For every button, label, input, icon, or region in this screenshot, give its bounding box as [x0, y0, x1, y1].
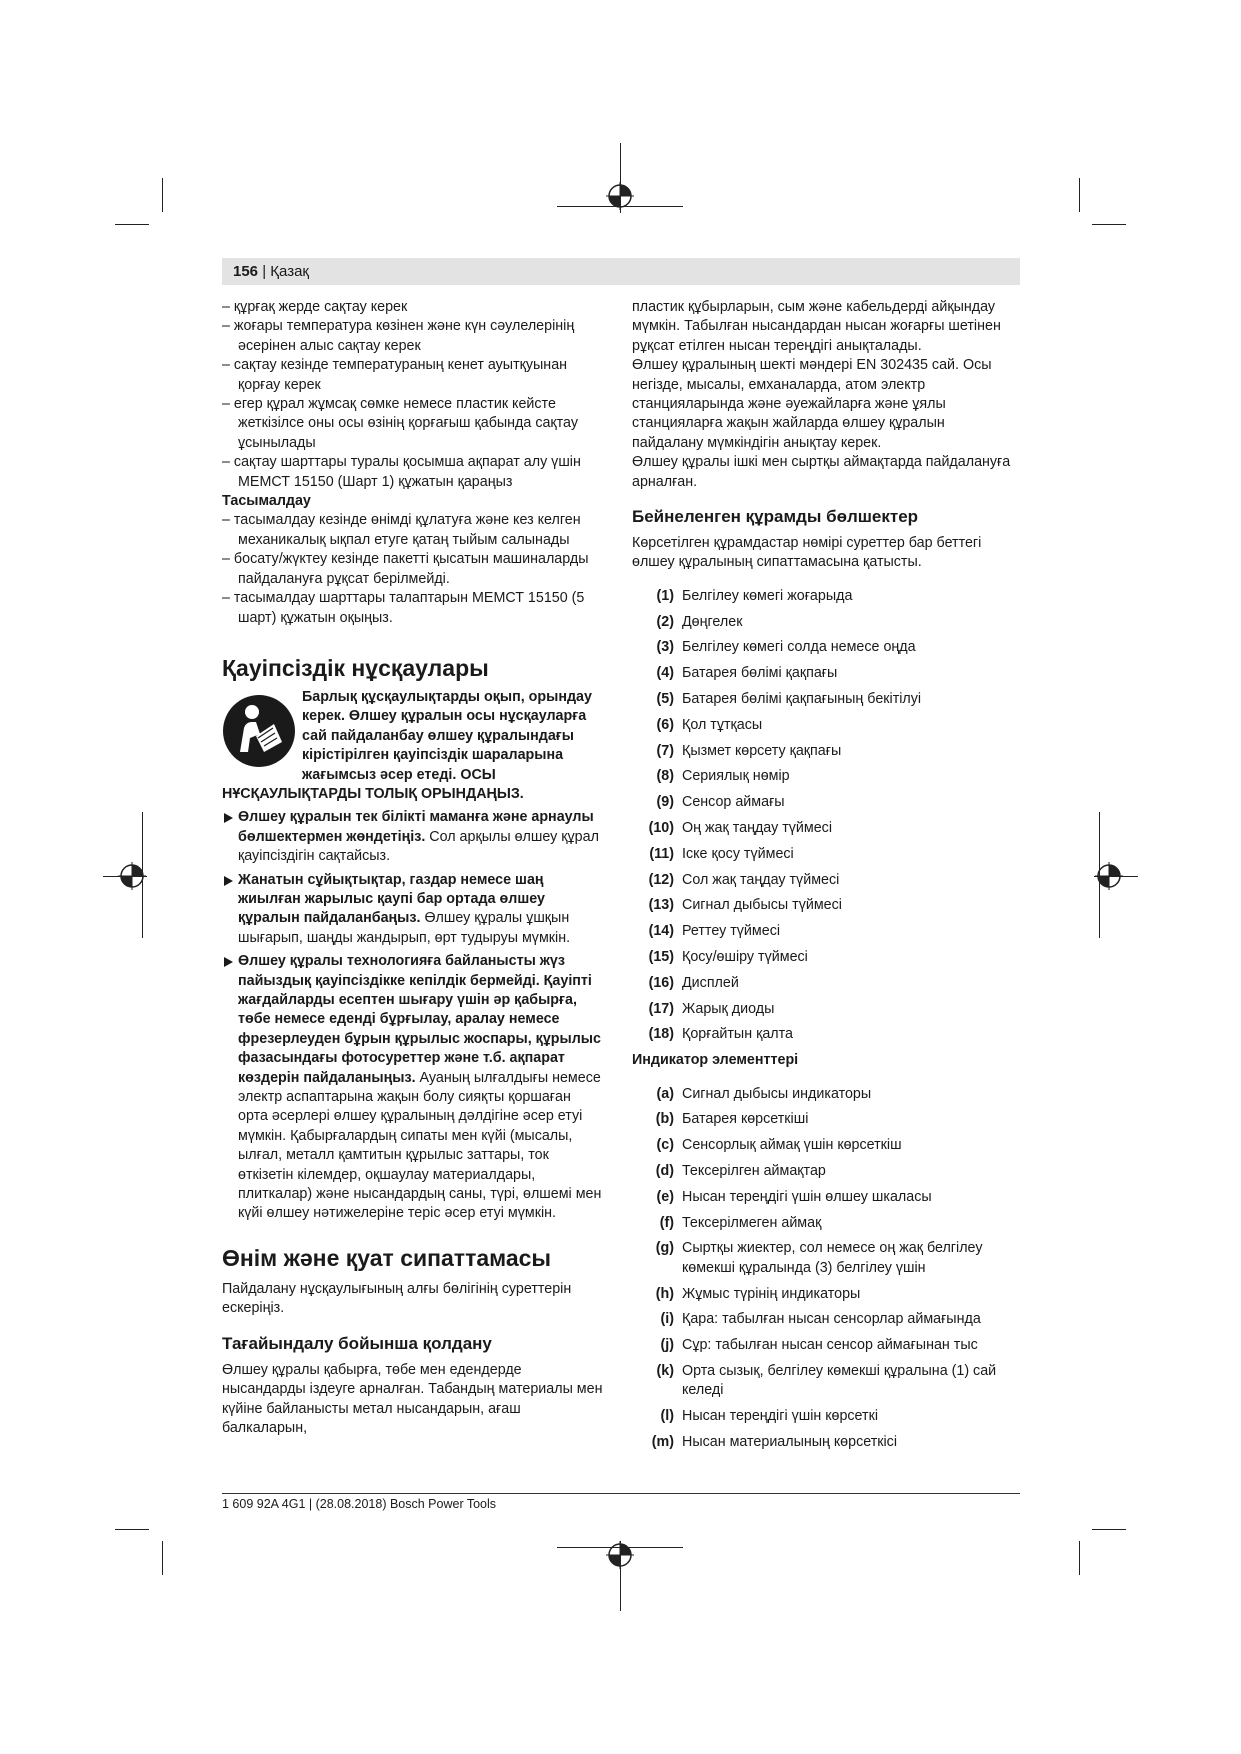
safety-bullet: Өлшеу құралын тек білікті маманға және арнаулы бөлшектермен жөндетіңіз. Сол арқылы өлшеу құрал қауіпсіздігін сақтайсыз.	[222, 808, 604, 866]
crop-mark	[162, 1541, 163, 1575]
components-list	[632, 587, 1018, 1045]
transport-item: – босату/жүктеу кезінде пакетті қысатын машиналарды пайдалануға рұқсат берілмейді.	[222, 551, 589, 587]
safety-warning-text: Барлық құсқаулықтарды оқып, орындау керек. Өлшеу құралын осы нұсқауларға сай пайдаланбау өлшеу құралындағы кірістірілген қауіпсіздік шараларына жағымсыз әсер етеді. ОСЫ НҰСҚАУЛЫҚТАРДЫ ТОЛЫҚ ОРЫНДАҢЫЗ.	[222, 688, 592, 802]
list-item: (9) Сенсор аймағы	[656, 794, 785, 811]
continuation-text: пластик құбырларын, сым және кабельдерді айқындау мүмкін. Табылған нысандардан нысан жоғарғы шетінен рұқсат етілген нысан тереңдігі анықталады.	[632, 299, 1001, 354]
list-item: (a) Сигнал дыбысы индикаторы	[656, 1085, 872, 1102]
left-column	[222, 298, 604, 1438]
page-header	[233, 263, 309, 280]
registration-target-icon	[118, 862, 146, 890]
safety-bullet: Жанатын сұйықтықтар, газдар немесе шаң жиылған жарылыс қаупі бар ортада өлшеу құралын пайдаланбаңыз. Өлшеу құралы ұшқын шығарып, шаңды жандырып, өрт тудыруы мүмкін.	[222, 871, 604, 949]
right-column	[632, 298, 1018, 1459]
list-item: (8) Сериялық нөмір	[656, 768, 790, 785]
list-item: (i) Қара: табылған нысан сенсорлар аймағында	[660, 1311, 981, 1328]
intended-use-text: Өлшеу құралы қабырға, төбе мен едендерде нысандарды іздеуге арналған. Табандың материалы мен күйіне байланысты метал нысандарын, ағаш балкаларын,	[222, 1361, 603, 1436]
storage-item: – сақтау кезінде температураның кенет ауытқуынан қорғау керек	[222, 357, 568, 393]
crop-mark	[1092, 1529, 1126, 1530]
list-item: (5) Батарея бөлімі қақпағының бекітілуі	[656, 691, 922, 708]
registration-target-icon	[606, 1541, 634, 1569]
list-item: (g) Сыртқы жиектер, сол немесе оң жақ белгілеу көмекші құралында (3) белгілеу үшін	[655, 1240, 983, 1276]
safety-title: Қауіпсіздік нұсқаулары	[222, 654, 489, 681]
indicator-list	[632, 1085, 1018, 1453]
list-item: (14) Реттеу түймесі	[648, 923, 781, 940]
list-item: (d) Тексерілген аймақтар	[655, 1163, 826, 1180]
list-item: (7) Қызмет көрсету қақпағы	[656, 742, 842, 759]
bullet-triangle-icon	[224, 957, 233, 967]
list-item: (18) Қорғайтын қалта	[648, 1026, 793, 1043]
page-header-bar	[222, 258, 1020, 285]
indicator-heading: Индикатор элементтері	[632, 1052, 799, 1069]
list-item: (6) Қол тұтқасы	[656, 716, 763, 733]
list-item: (16) Дисплей	[648, 974, 739, 991]
list-item: (1) Белгілеу көмегі жоғарыда	[656, 587, 853, 604]
registration-target-icon	[606, 182, 634, 210]
page-number: 156	[233, 263, 259, 280]
crop-mark	[1092, 224, 1126, 225]
footer-rule	[222, 1493, 1020, 1494]
list-item: (3) Белгілеу көмегі солда немесе оңда	[656, 639, 916, 656]
storage-item: – жоғары температура көзінен және күн сәулелерінің әсерінен алыс сақтау керек	[222, 318, 575, 354]
crop-mark	[1079, 178, 1080, 212]
intended-use-heading: Тағайындалу бойынша қолдану	[222, 1333, 492, 1353]
list-item: (f) Тексерілмеген аймақ	[659, 1214, 822, 1231]
list-item: (12) Сол жақ таңдау түймесі	[648, 871, 840, 888]
list-item: (11) Іске қосу түймесі	[649, 845, 794, 862]
header-language: Қазақ	[270, 263, 309, 280]
storage-item: – егер құрал жұмсақ сөмке немесе пластик кейсте жеткізілсе оны осы өзінің қорғағыш қабында сақтау ұсынылады	[222, 396, 578, 451]
sar-text: Өлшеу құралының шекті мәндері EN 302435 сай. Осы негізде, мысалы, емханаларда, атом электр станцияларында және әуежайларға және ұялы станцияларға жақын жайларда өлшеу құралын пайдалану мүмкіндігін анықтау керек.	[632, 357, 992, 451]
crop-mark	[1079, 1541, 1080, 1575]
header-separator: |	[262, 263, 267, 280]
list-item: (l) Нысан тереңдігі үшін көрсеткі	[660, 1408, 879, 1425]
list-item: (c) Сенсорлық аймақ үшін көрсеткіш	[656, 1137, 902, 1154]
crop-mark	[115, 1529, 149, 1530]
page-footer: 1 609 92A 4G1 | (28.08.2018) Bosch Power Tools	[222, 1497, 497, 1511]
product-title: Өнім және қуат сипаттамасы	[222, 1244, 552, 1271]
list-item: (17) Жарық диоды	[648, 1000, 775, 1017]
list-item: (e) Нысан тереңдігі үшін өлшеу шкаласы	[656, 1188, 932, 1205]
transport-heading: Тасымалдау	[222, 493, 311, 510]
bullet-triangle-icon	[224, 876, 233, 886]
transport-item: – тасымалдау кезінде өнімді құлатуға және кез келген механикалық ықпал етуге қатаң тыйым салынады	[222, 512, 581, 548]
crop-mark	[162, 178, 163, 212]
crop-mark	[115, 224, 149, 225]
transport-item: – тасымалдау шарттары талаптарын МЕМСТ 15150 (5 шарт) құжатын оқыңыз.	[222, 590, 585, 626]
list-item: (h) Жұмыс түрінің индикаторы	[655, 1285, 861, 1302]
list-item: (2) Дөңгелек	[656, 613, 743, 630]
list-item: (10) Оң жақ таңдау түймесі	[648, 820, 833, 837]
list-item: (j) Сұр: табылған нысан сенсор аймағынан тыс	[660, 1337, 978, 1354]
list-item: (15) Қосу/өшіру түймесі	[648, 949, 808, 966]
list-item: (13) Сигнал дыбысы түймесі	[648, 897, 842, 914]
registration-target-icon	[1095, 862, 1123, 890]
indoor-text: Өлшеу құралы ішкі мен сыртқы аймақтарда пайдалануға арналған.	[632, 454, 1011, 490]
safety-bullet: Өлшеу құралы технологияға байланысты жүз пайыздық қауіпсіздікке кепілдік бермейді. Қауіпті жағдайларды есептен шығару үшін әр қабырға, төбе немесе еденді бұрғылау, аралау немесе фрезерлеуден бұрын құрылыс жоспары, құрылыс фазасындағы фотосуреттер және т.б. ақпарат көздерін пайдаланыңыз. Ауаның ылғалдығы немесе электр аспаптарына жақын болу сияқты қоршаған орта әсерлері өлшеу құралының дәлдігіне әсер етуі мүмкін. Қабырғалардың сипаты мен күйі (мысалы, ылғал, металл қамтитын құрылыс заттары, ток өткізетін кілемдер, оқшаулау материалдары, плиткалар) және нысандардың саны, түрі, өлшемі мен күйі өлшеу нәтижелеріне теріс әсер етуі мүмкін.	[222, 952, 604, 1224]
list-item: (m) Нысан материалының көрсеткісі	[651, 1434, 898, 1450]
bullet-triangle-icon	[224, 813, 233, 823]
product-text: Пайдалану нұсқаулығының алғы бөлігінің суреттерін ескеріңіз.	[222, 1280, 572, 1317]
components-intro: Көрсетілген құрамдастар нөмірі суреттер бар беттегі өлшеу құралының сипаттамасына қатысты.	[632, 535, 982, 571]
storage-item: – сақтау шарттары туралы қосымша ақпарат алу үшін МЕМСТ 15150 (Шарт 1) құжатын қараңыз	[222, 454, 581, 490]
storage-item: – құрғақ жерде сақтау керек	[222, 299, 408, 315]
safety-warning-block	[222, 688, 604, 804]
list-item: (b) Батарея көрсеткіші	[655, 1111, 809, 1128]
list-item: (4) Батарея бөлімі қақпағы	[656, 665, 838, 682]
read-manual-icon	[222, 694, 296, 768]
list-item: (k) Орта сызық, белгілеу көмекші құралына (1) сай келеді	[656, 1363, 997, 1399]
components-heading: Бейнеленген құрамды бөлшектер	[632, 507, 919, 527]
